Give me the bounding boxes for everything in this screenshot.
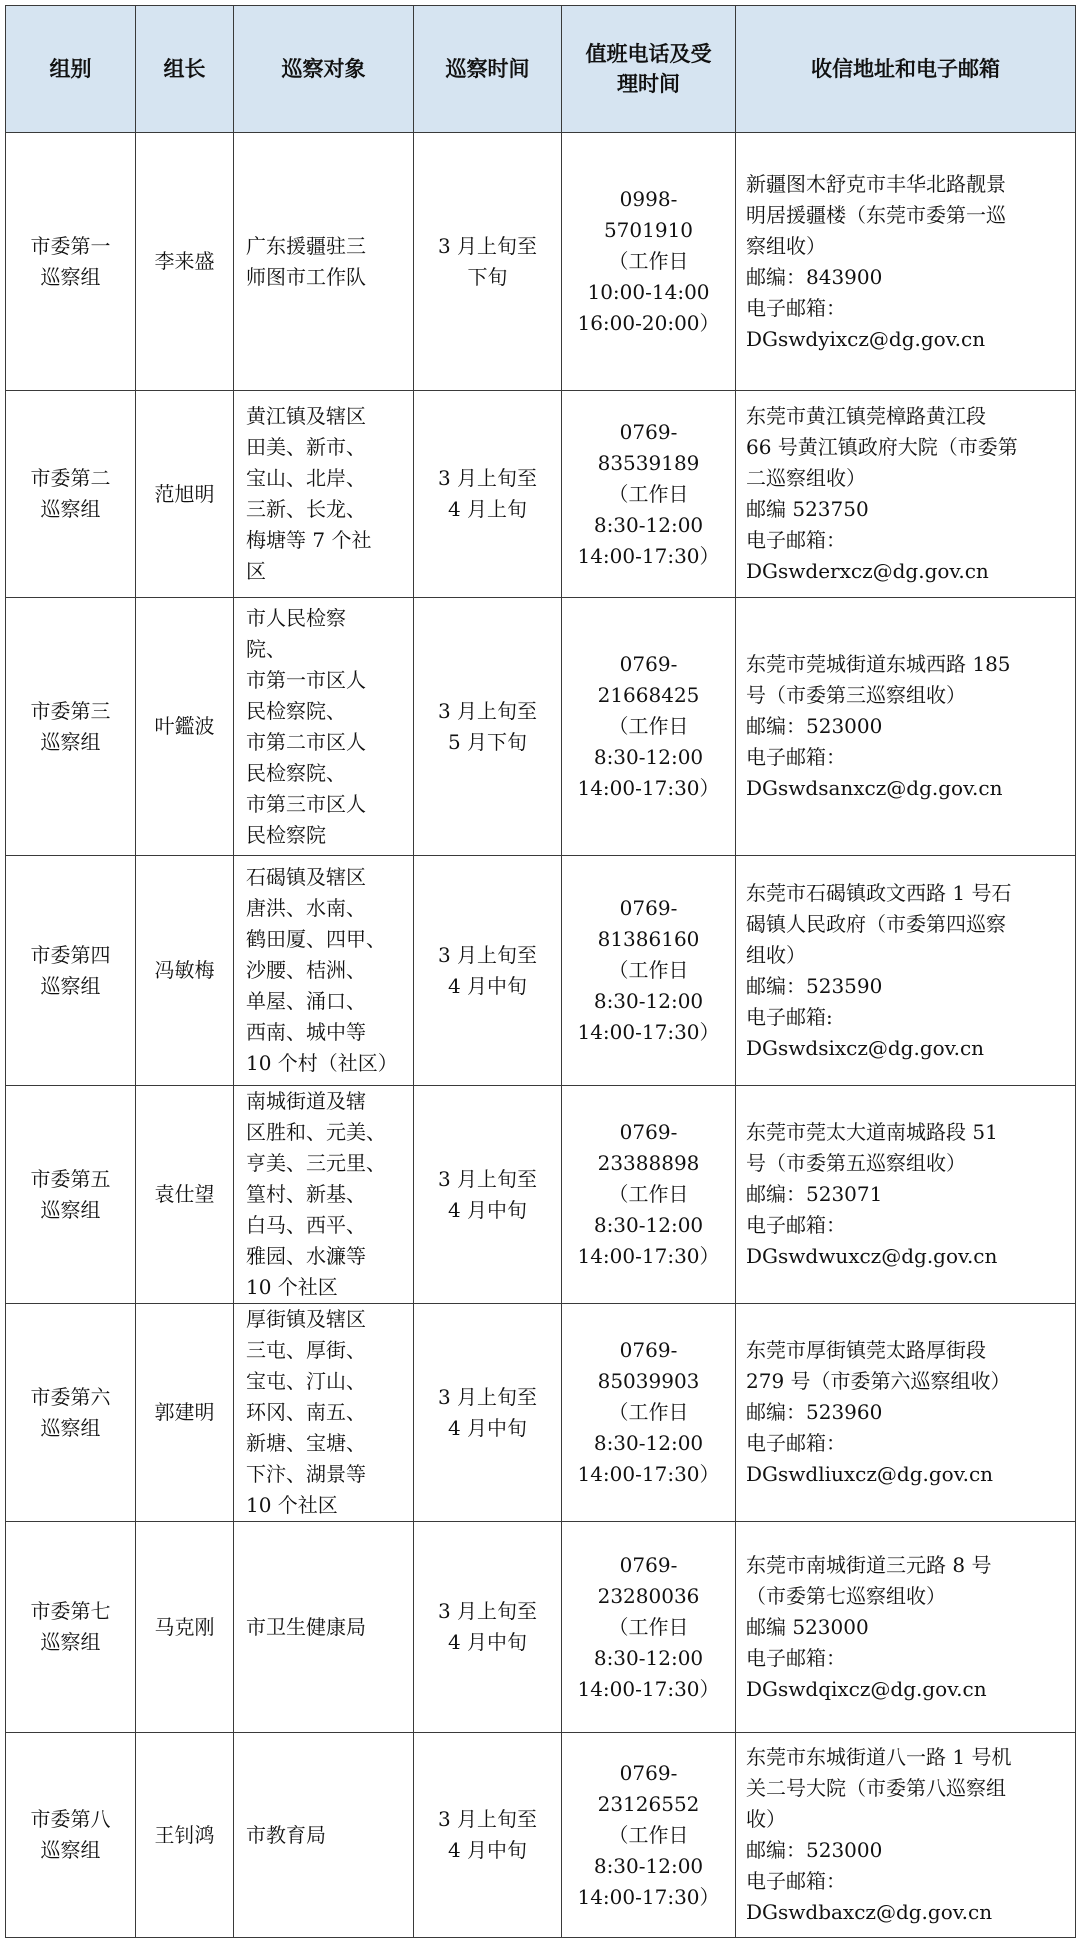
table-row bbox=[6, 391, 1076, 598]
table-row bbox=[6, 133, 1076, 391]
cell-target-line: 市第三市区人 bbox=[246, 791, 366, 816]
cell-time bbox=[414, 133, 562, 391]
cell-phone-line: （工作日 bbox=[608, 481, 689, 506]
cell-target-line: 田美、新市、 bbox=[246, 435, 366, 459]
cell-phone-line: 8:30-12:00 bbox=[593, 512, 704, 537]
cell-time-line: 下旬 bbox=[467, 264, 508, 289]
cell-target bbox=[234, 391, 414, 598]
cell-time-line: 3 月上旬至 bbox=[437, 1599, 538, 1623]
cell-target-line: 市人民检察 bbox=[246, 605, 346, 630]
cell-target-line: 市第一市区人 bbox=[246, 667, 366, 692]
cell-group bbox=[6, 133, 136, 391]
cell-group-line: 市委第五 bbox=[30, 1166, 111, 1191]
cell-target bbox=[234, 1733, 414, 1938]
cell-phone-line: 83539189 bbox=[597, 450, 700, 475]
cell-address-line: 电子邮箱： bbox=[746, 1869, 846, 1893]
cell-address-line: 电子邮箱： bbox=[746, 528, 846, 552]
cell-phone-line: （工作日 bbox=[608, 1614, 689, 1639]
cell-phone-line: 0769- bbox=[619, 1338, 678, 1362]
table-row bbox=[6, 1304, 1076, 1522]
cell-group-line: 巡察组 bbox=[40, 729, 101, 754]
cell-time-line: 3 月上旬至 bbox=[437, 942, 538, 967]
cell-time-line: 4 月中旬 bbox=[447, 1197, 528, 1222]
cell-leader bbox=[136, 1086, 234, 1304]
cell-phone-line: 21668425 bbox=[597, 683, 700, 707]
cell-target-line: 沙腰、桔洲、 bbox=[246, 958, 366, 982]
cell-target-line: 亨美、三元里、 bbox=[246, 1151, 386, 1175]
cell-target-line: 区胜和、元美、 bbox=[246, 1120, 386, 1144]
cell-group bbox=[6, 856, 136, 1086]
cell-time-line: 3 月上旬至 bbox=[437, 698, 538, 723]
cell-phone bbox=[562, 391, 736, 598]
cell-target-line: 广东援疆驻三 bbox=[246, 233, 366, 258]
cell-target-line: 雅园、水濂等 bbox=[246, 1244, 366, 1268]
cell-leader-text: 李来盛 bbox=[154, 249, 215, 273]
cell-target-line: 院、 bbox=[246, 636, 286, 661]
cell-phone-line: 0769- bbox=[619, 1552, 678, 1577]
cell-group bbox=[6, 391, 136, 598]
cell-target-line: 黄江镇及辖区 bbox=[246, 404, 366, 428]
cell-group-line: 巡察组 bbox=[40, 1630, 101, 1654]
cell-phone-line: （工作日 bbox=[608, 1182, 689, 1206]
cell-address-line: 电子邮箱： bbox=[746, 1213, 846, 1237]
cell-address-line: DGswderxcz@dg.gov.cn bbox=[746, 559, 989, 583]
cell-phone-line: 14:00-17:30） bbox=[577, 1020, 720, 1044]
cell-address-line: 东莞市莞城街道东城西路 185 bbox=[746, 652, 1011, 676]
cell-address bbox=[736, 391, 1076, 598]
cell-phone-line: 0998- bbox=[619, 187, 678, 211]
cell-address-line: DGswdqixcz@dg.gov.cn bbox=[746, 1676, 987, 1701]
cell-address-line: 组收） bbox=[746, 942, 806, 967]
cell-group-line: 市委第一 bbox=[30, 233, 111, 258]
cell-address-line: 邮编 523750 bbox=[746, 497, 869, 521]
cell-target-line: 10 个社区 bbox=[246, 1275, 338, 1299]
cell-phone-line: 10:00-14:00 bbox=[587, 280, 710, 304]
header-group: 组别 bbox=[6, 6, 136, 133]
cell-target bbox=[234, 133, 414, 391]
cell-phone-line: （工作日 bbox=[608, 249, 689, 273]
cell-target-line: 三屯、厚街、 bbox=[246, 1338, 366, 1362]
cell-address bbox=[736, 1304, 1076, 1522]
cell-address-line: 邮编：523071 bbox=[746, 1182, 883, 1206]
cell-time-line: 4 月中旬 bbox=[447, 973, 528, 998]
cell-leader-text: 袁仕望 bbox=[154, 1182, 215, 1206]
cell-group-line: 市委第三 bbox=[30, 698, 111, 723]
cell-phone-line: 23126552 bbox=[597, 1791, 700, 1816]
cell-group bbox=[6, 598, 136, 856]
cell-target-line: 三新、长龙、 bbox=[246, 497, 366, 521]
cell-target bbox=[234, 598, 414, 856]
cell-address-line: 明居援疆楼（东莞市委第一巡 bbox=[746, 202, 1006, 227]
cell-group-line: 巡察组 bbox=[40, 1197, 101, 1222]
cell-target-line: 民检察院、 bbox=[246, 760, 346, 785]
cell-time bbox=[414, 856, 562, 1086]
cell-phone-line: 23280036 bbox=[597, 1583, 700, 1608]
cell-target bbox=[234, 1304, 414, 1522]
header-leader: 组长 bbox=[136, 6, 234, 133]
cell-group-line: 巡察组 bbox=[40, 973, 101, 998]
cell-time bbox=[414, 598, 562, 856]
cell-phone bbox=[562, 598, 736, 856]
cell-phone-line: 81386160 bbox=[597, 927, 700, 951]
cell-leader-text: 马克刚 bbox=[154, 1614, 215, 1639]
cell-group-line: 巡察组 bbox=[40, 1838, 101, 1862]
cell-leader-text: 范旭明 bbox=[154, 481, 215, 506]
cell-address-line: 号（市委第三巡察组收） bbox=[746, 683, 966, 707]
cell-target-line: 区 bbox=[246, 559, 266, 583]
cell-phone-line: （工作日 bbox=[608, 1400, 689, 1424]
cell-phone bbox=[562, 133, 736, 391]
cell-phone-line: 14:00-17:30） bbox=[577, 1244, 720, 1268]
cell-time bbox=[414, 1086, 562, 1304]
cell-address-line: 电子邮箱： bbox=[746, 1645, 846, 1670]
cell-address-line: 电子邮箱: bbox=[746, 1004, 833, 1029]
cell-leader bbox=[136, 133, 234, 391]
cell-group-line: 市委第七 bbox=[30, 1599, 111, 1623]
cell-address-line: DGswdbaxcz@dg.gov.cn bbox=[746, 1900, 993, 1924]
table-row bbox=[6, 1086, 1076, 1304]
cell-address bbox=[736, 1086, 1076, 1304]
cell-time bbox=[414, 1733, 562, 1938]
cell-address-line: 收） bbox=[746, 1807, 786, 1831]
cell-time bbox=[414, 391, 562, 598]
cell-time-line: 3 月上旬至 bbox=[437, 466, 538, 490]
cell-phone bbox=[562, 1304, 736, 1522]
cell-leader-text: 王钊鸿 bbox=[154, 1822, 215, 1847]
cell-address-line: 东莞市厚街镇莞太路厚街段 bbox=[746, 1338, 986, 1362]
header-time: 巡察时间 bbox=[414, 6, 562, 133]
cell-time bbox=[414, 1522, 562, 1733]
cell-phone-line: 0769- bbox=[619, 1120, 678, 1144]
cell-target-line: 单屋、涌口、 bbox=[246, 989, 366, 1013]
cell-group-line: 市委第二 bbox=[30, 466, 111, 490]
cell-address-line: 东莞市东城街道八一路 1 号机 bbox=[746, 1745, 1012, 1769]
cell-phone-line: 16:00-20:00） bbox=[577, 311, 720, 335]
cell-phone bbox=[562, 1733, 736, 1938]
cell-phone-line: 14:00-17:30） bbox=[577, 1462, 720, 1486]
cell-address-line: DGswdsanxcz@dg.gov.cn bbox=[746, 776, 1003, 800]
cell-target-line: 环冈、南五、 bbox=[246, 1400, 366, 1424]
cell-phone bbox=[562, 856, 736, 1086]
cell-group-line: 巡察组 bbox=[40, 497, 101, 521]
cell-time-line: 3 月上旬至 bbox=[437, 1807, 538, 1831]
cell-target-line: 下汴、湖景等 bbox=[246, 1462, 366, 1486]
table-row bbox=[6, 1733, 1076, 1938]
cell-target bbox=[234, 1086, 414, 1304]
cell-address-line: 邮编：523960 bbox=[746, 1400, 883, 1424]
cell-phone bbox=[562, 1522, 736, 1733]
cell-target-line: 南城街道及辖 bbox=[246, 1089, 366, 1113]
cell-address-line: 电子邮箱： bbox=[746, 295, 846, 320]
cell-address-line: 察组收） bbox=[746, 233, 826, 258]
cell-target-line: 10 个社区 bbox=[246, 1493, 338, 1517]
cell-target-line: 民检察院 bbox=[246, 822, 326, 847]
inspection-table bbox=[5, 5, 1076, 1938]
cell-time-line: 5 月下旬 bbox=[447, 729, 528, 754]
cell-address-line: 66 号黄江镇政府大院（市委第 bbox=[746, 435, 1018, 459]
cell-phone-line: 0769- bbox=[619, 896, 678, 920]
cell-address-line: 关二号大院（市委第八巡察组 bbox=[746, 1776, 1006, 1800]
cell-time-line: 3 月上旬至 bbox=[437, 233, 538, 258]
cell-address-line: 邮编：523590 bbox=[746, 973, 883, 998]
cell-address-line: 东莞市南城街道三元路 8 号 bbox=[746, 1552, 992, 1577]
cell-phone-line: 8:30-12:00 bbox=[593, 1645, 704, 1670]
cell-time-line: 4 月中旬 bbox=[447, 1630, 528, 1654]
header-address: 收信地址和电子邮箱 bbox=[736, 6, 1076, 133]
cell-address-line: 电子邮箱： bbox=[746, 1431, 846, 1455]
cell-time-line: 3 月上旬至 bbox=[437, 1166, 538, 1191]
cell-group-line: 市委第四 bbox=[30, 942, 111, 967]
cell-leader bbox=[136, 1733, 234, 1938]
cell-address bbox=[736, 1522, 1076, 1733]
cell-leader bbox=[136, 598, 234, 856]
cell-address-line: 279 号（市委第六巡察组收） bbox=[746, 1369, 1011, 1393]
table-row bbox=[6, 1522, 1076, 1733]
cell-group-line: 市委第八 bbox=[30, 1807, 111, 1831]
cell-target-line: 市第二市区人 bbox=[246, 729, 366, 754]
cell-phone-line: 8:30-12:00 bbox=[593, 1431, 704, 1455]
cell-leader-text: 郭建明 bbox=[154, 1400, 215, 1424]
cell-phone-line: 23388898 bbox=[597, 1151, 700, 1175]
cell-leader-text: 冯敏梅 bbox=[154, 958, 215, 982]
cell-phone-line: 8:30-12:00 bbox=[593, 1213, 704, 1237]
cell-target-line: 宝山、北岸、 bbox=[246, 466, 366, 490]
cell-phone-line: 8:30-12:00 bbox=[593, 989, 704, 1013]
cell-phone-line: （工作日 bbox=[608, 1822, 689, 1847]
cell-phone-line: 14:00-17:30） bbox=[577, 776, 720, 800]
cell-group bbox=[6, 1304, 136, 1522]
cell-address bbox=[736, 856, 1076, 1086]
cell-target-line: 白马、西平、 bbox=[246, 1213, 366, 1237]
cell-address-line: 东莞市莞太大道南城路段 51 bbox=[746, 1120, 998, 1144]
cell-address-line: 二巡察组收） bbox=[746, 466, 866, 490]
cell-time-line: 4 月上旬 bbox=[447, 497, 528, 521]
cell-target bbox=[234, 856, 414, 1086]
table-row bbox=[6, 856, 1076, 1086]
cell-target-line: 厚街镇及辖区 bbox=[246, 1307, 366, 1331]
cell-address-line: 东莞市黄江镇莞樟路黄江段 bbox=[746, 404, 986, 428]
cell-address bbox=[736, 133, 1076, 391]
cell-address-line: （市委第七巡察组收） bbox=[746, 1583, 946, 1608]
cell-address-line: 新疆图木舒克市丰华北路靓景 bbox=[746, 171, 1006, 196]
cell-address-line: DGswdyixcz@dg.gov.cn bbox=[746, 326, 986, 351]
header-row bbox=[6, 6, 1076, 133]
cell-group-line: 巡察组 bbox=[40, 1415, 101, 1440]
cell-target-line: 师图市工作队 bbox=[246, 264, 366, 289]
cell-target-line: 唐洪、水南、 bbox=[246, 896, 366, 920]
cell-leader bbox=[136, 391, 234, 598]
cell-phone-line: 0769- bbox=[619, 419, 678, 444]
cell-leader-text: 叶鑑波 bbox=[154, 714, 215, 738]
cell-address-line: 碣镇人民政府（市委第四巡察 bbox=[746, 911, 1006, 936]
cell-target-line: 市教育局 bbox=[246, 1822, 326, 1847]
cell-target bbox=[234, 1522, 414, 1733]
cell-target-line: 新塘、宝塘、 bbox=[246, 1431, 366, 1455]
cell-address bbox=[736, 1733, 1076, 1938]
cell-phone-line: 14:00-17:30） bbox=[577, 1676, 720, 1701]
cell-address bbox=[736, 598, 1076, 856]
cell-group bbox=[6, 1733, 136, 1938]
cell-phone bbox=[562, 1086, 736, 1304]
cell-group bbox=[6, 1086, 136, 1304]
cell-target-line: 10 个村（社区） bbox=[246, 1051, 398, 1075]
cell-address-line: 东莞市石碣镇政文西路 1 号石 bbox=[746, 880, 1012, 905]
cell-address-line: 电子邮箱： bbox=[746, 745, 846, 769]
cell-leader bbox=[136, 1304, 234, 1522]
cell-target-line: 民检察院、 bbox=[246, 698, 346, 723]
cell-group bbox=[6, 1522, 136, 1733]
cell-time-line: 4 月中旬 bbox=[447, 1415, 528, 1440]
cell-phone-line: 8:30-12:00 bbox=[593, 1853, 704, 1878]
cell-target-line: 石碣镇及辖区 bbox=[246, 865, 366, 889]
cell-target-line: 西南、城中等 bbox=[246, 1020, 366, 1044]
cell-address-line: 邮编：523000 bbox=[746, 714, 883, 738]
cell-leader bbox=[136, 1522, 234, 1733]
cell-target-line: 鹤田厦、四甲、 bbox=[246, 927, 386, 951]
cell-target-line: 宝屯、汀山、 bbox=[246, 1369, 366, 1393]
cell-time-line: 4 月中旬 bbox=[447, 1838, 528, 1862]
table-row bbox=[6, 598, 1076, 856]
cell-address-line: DGswdliuxcz@dg.gov.cn bbox=[746, 1462, 994, 1486]
cell-target-line: 市卫生健康局 bbox=[246, 1614, 366, 1639]
cell-time bbox=[414, 1304, 562, 1522]
header-target: 巡察对象 bbox=[234, 6, 414, 133]
cell-target-line: 篁村、新基、 bbox=[246, 1182, 366, 1206]
cell-phone-line: 14:00-17:30） bbox=[577, 543, 720, 568]
cell-phone-line: （工作日 bbox=[608, 714, 689, 738]
cell-group-line: 市委第六 bbox=[30, 1384, 111, 1409]
cell-group-line: 巡察组 bbox=[40, 264, 101, 289]
cell-phone-line: 14:00-17:30） bbox=[577, 1884, 720, 1909]
cell-address-line: DGswdwuxcz@dg.gov.cn bbox=[746, 1244, 998, 1268]
cell-target-line: 梅塘等 7 个社 bbox=[246, 528, 372, 552]
cell-leader bbox=[136, 856, 234, 1086]
cell-phone-line: 0769- bbox=[619, 1760, 678, 1785]
cell-phone-line: 0769- bbox=[619, 652, 678, 676]
cell-address-line: 号（市委第五巡察组收） bbox=[746, 1151, 966, 1175]
cell-address-line: 邮编：523000 bbox=[746, 1838, 883, 1862]
cell-phone-line: 85039903 bbox=[597, 1369, 700, 1393]
cell-phone-line: 8:30-12:00 bbox=[593, 745, 704, 769]
cell-phone-line: 5701910 bbox=[603, 218, 694, 242]
cell-address-line: DGswdsixcz@dg.gov.cn bbox=[746, 1035, 985, 1060]
header-phone: 值班电话及受理时间 bbox=[562, 6, 736, 133]
cell-address-line: 邮编：843900 bbox=[746, 264, 883, 289]
cell-time-line: 3 月上旬至 bbox=[437, 1384, 538, 1409]
cell-address-line: 邮编 523000 bbox=[746, 1614, 869, 1639]
cell-phone-line: （工作日 bbox=[608, 958, 689, 982]
